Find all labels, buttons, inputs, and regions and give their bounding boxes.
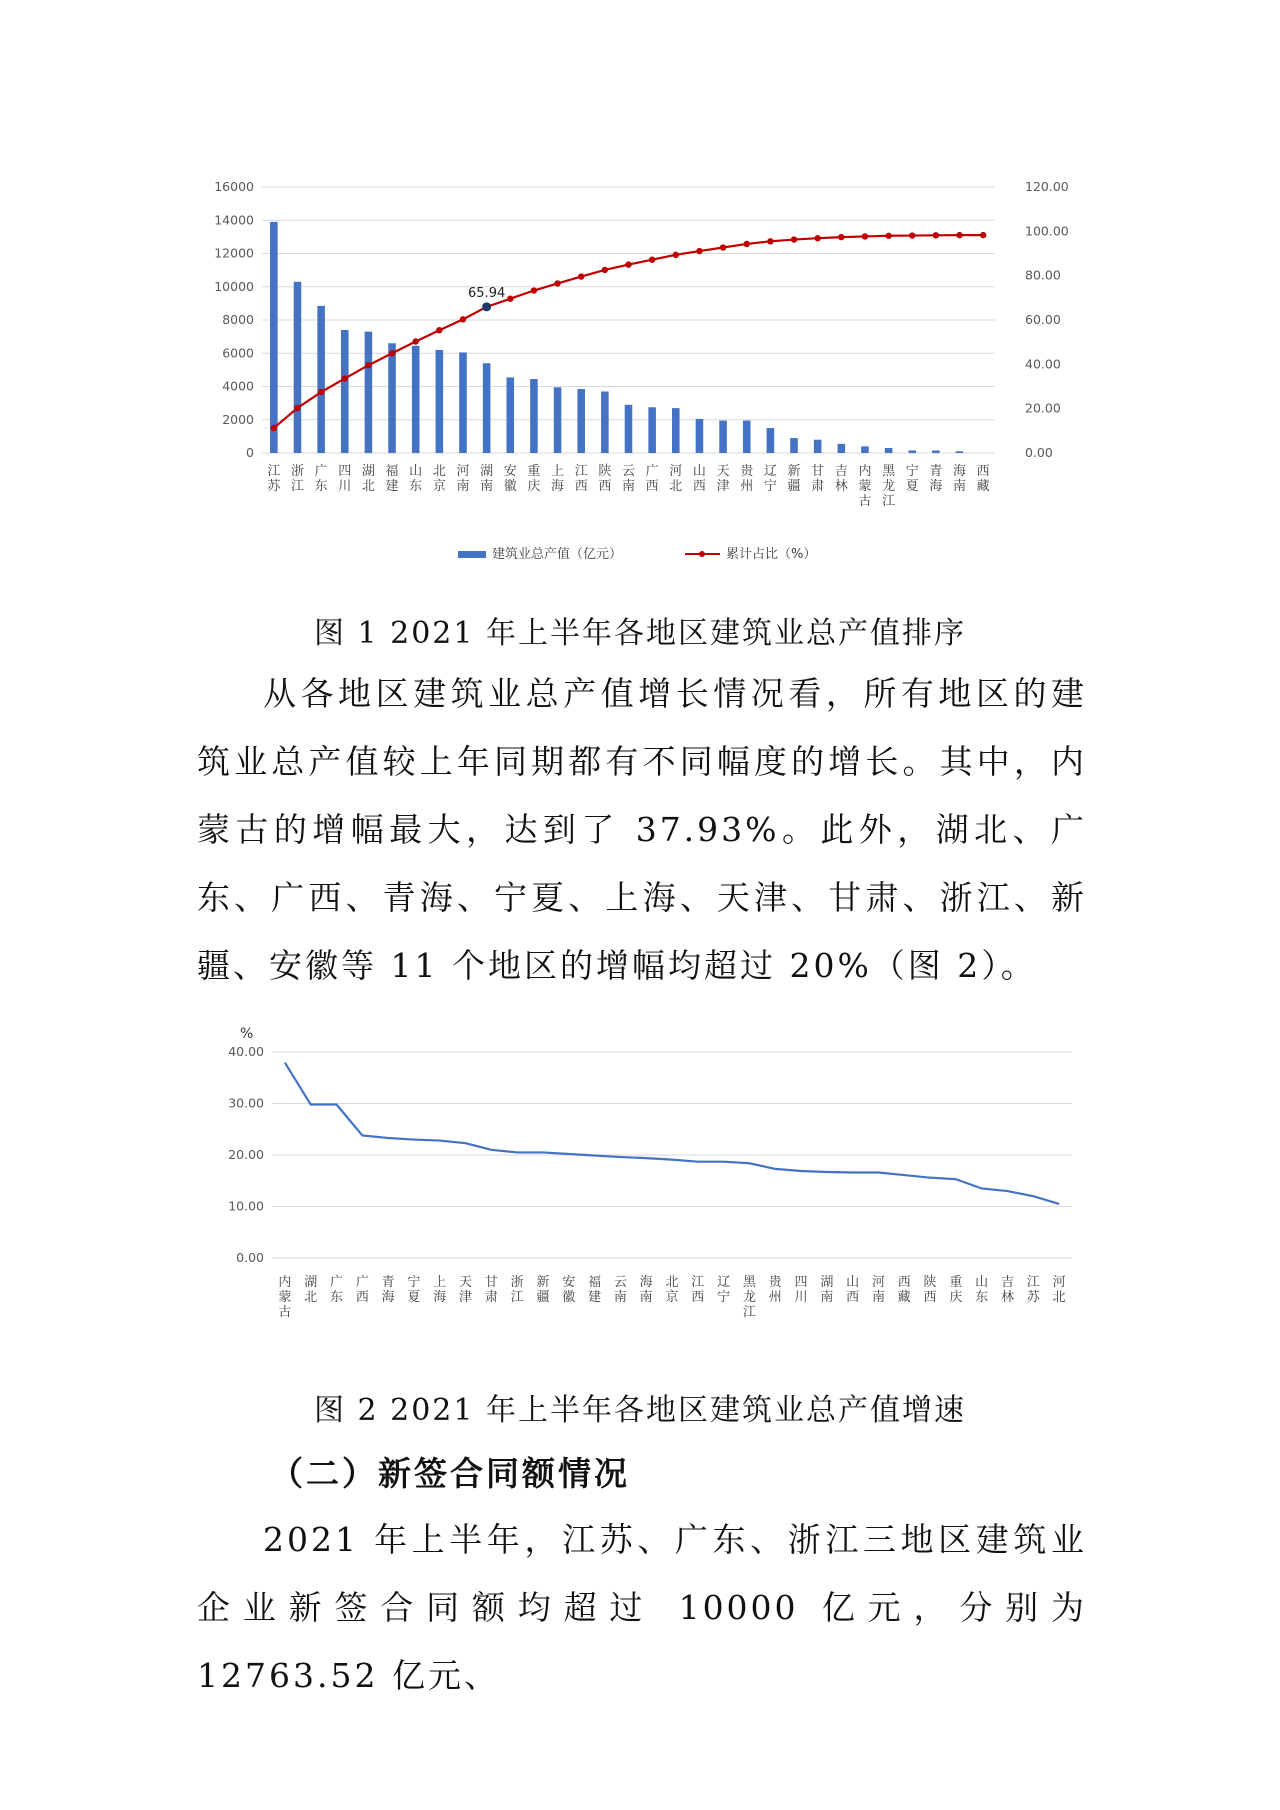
cumulative-point	[436, 327, 442, 333]
x-tick-label: 贵	[768, 1275, 782, 1290]
x-tick-label: 西	[574, 479, 588, 494]
legend-swatch-bar	[458, 551, 486, 558]
x-tick-label: 江	[882, 494, 896, 509]
x-tick-label: 西	[691, 1290, 705, 1305]
x-tick-label: 东	[975, 1290, 989, 1305]
cumulative-point	[318, 389, 324, 395]
x-tick-label: 建	[588, 1290, 602, 1305]
x-tick-label: 河	[1052, 1275, 1066, 1290]
x-tick-label: 西	[355, 1290, 369, 1305]
growth-line	[285, 1063, 1059, 1204]
x-tick-label: 东	[314, 479, 328, 494]
cumulative-point	[696, 248, 702, 254]
x-tick-label: 肃	[484, 1290, 498, 1305]
x-tick-label: 川	[338, 479, 352, 494]
y-tick-label: 0	[246, 445, 254, 460]
y-tick-label: 2000	[222, 411, 254, 427]
x-tick-label: 南	[871, 1290, 885, 1305]
x-tick-label: 蒙	[858, 479, 872, 494]
x-tick-label: 陕	[598, 464, 612, 479]
x-tick-label: 贵	[740, 464, 754, 479]
y-tick-label: 16000	[214, 179, 254, 194]
x-tick-label: 江	[510, 1290, 524, 1305]
y-tick-label: 40.00	[228, 1044, 264, 1059]
x-tick-label: 福	[385, 464, 399, 479]
bar	[601, 391, 609, 453]
y-tick-label: 12000	[214, 245, 254, 261]
cumulative-point	[720, 244, 726, 250]
cumulative-point	[885, 233, 891, 239]
cumulative-point	[862, 233, 868, 239]
cumulative-point	[791, 236, 797, 242]
x-tick-label: 浙	[290, 464, 304, 479]
pareto-chart	[200, 165, 1080, 585]
y-tick-label: 10000	[214, 278, 254, 294]
x-tick-label: 宁	[717, 1290, 731, 1305]
x-tick-label: 徽	[503, 479, 517, 494]
cumulative-point	[673, 252, 679, 258]
x-tick-label: 广	[330, 1275, 344, 1290]
y-tick-label: 8000	[222, 312, 254, 327]
x-tick-label: 辽	[763, 464, 777, 479]
x-tick-label: 吉	[834, 464, 848, 479]
cumulative-point	[554, 280, 560, 286]
x-tick-label: 西	[598, 479, 612, 494]
x-tick-label: 青	[381, 1275, 395, 1290]
bar	[908, 451, 916, 453]
bar	[412, 346, 420, 453]
y2-tick-label: 100.00	[1025, 223, 1069, 239]
x-tick-label: 疆	[787, 479, 801, 494]
x-tick-label: 南	[456, 479, 470, 494]
y2-tick-label: 120.00	[1025, 179, 1069, 194]
x-tick-label: 天	[459, 1275, 473, 1290]
x-tick-label: 北	[669, 479, 683, 494]
paragraph-growth: 从各地区建筑业总产值增长情况看，所有地区的建筑业总产值较上年同期都有不同幅度的增长。其中，内蒙古的增幅最大，达到了 37.93%。此外，湖北、广东、广西、青海、宁夏、上海、天津、甘肃、浙江、新疆、安徽等 11 个地区的增幅均超过 20%（图 2）。	[197, 674, 1087, 985]
bar	[861, 446, 869, 453]
cumulative-point	[767, 238, 773, 244]
cumulative-point	[460, 316, 466, 322]
bar	[483, 363, 491, 453]
x-tick-label: 川	[794, 1290, 808, 1305]
x-tick-label: 辽	[717, 1275, 731, 1290]
cumulative-point	[933, 232, 939, 238]
legend-label: 建筑业总产值（亿元）	[492, 547, 623, 562]
y-tick-label: 6000	[222, 345, 254, 361]
x-tick-label: 林	[1000, 1290, 1014, 1305]
figure-1-caption: 图 1 2021 年上半年各地区建筑业总产值排序	[313, 616, 967, 651]
bar	[790, 438, 798, 453]
cumulative-point	[649, 257, 655, 263]
x-tick-label: 南	[820, 1290, 834, 1305]
bar	[767, 428, 775, 453]
cumulative-point	[956, 232, 962, 238]
x-tick-label: 新	[536, 1275, 550, 1290]
x-tick-label: 蒙	[278, 1290, 292, 1305]
bar	[885, 448, 893, 453]
x-tick-label: 藏	[976, 479, 990, 494]
x-tick-label: 安	[562, 1275, 576, 1290]
x-tick-label: 湖	[361, 464, 375, 479]
x-tick-label: 天	[716, 464, 730, 479]
x-tick-label: 湖	[480, 464, 494, 479]
x-tick-label: 陕	[923, 1275, 937, 1290]
x-tick-label: 宁	[763, 479, 777, 494]
x-tick-label: 湖	[304, 1275, 318, 1290]
x-tick-label: 青	[929, 464, 943, 479]
x-tick-label: 西	[692, 479, 706, 494]
x-tick-label: 江	[290, 479, 304, 494]
x-tick-label: 夏	[905, 479, 919, 494]
paragraph-contracts: 2021 年上半年，江苏、广东、浙江三地区建筑业企业新签合同额均超过 10000 亿元，分别为 12763.52 亿元、	[197, 1520, 1087, 1695]
y-tick-label: 14000	[214, 212, 254, 228]
growth-line-chart	[200, 1020, 1080, 1350]
x-tick-label: 海	[639, 1275, 653, 1290]
x-tick-label: 西	[976, 464, 990, 479]
x-tick-label: 宁	[905, 464, 919, 479]
x-tick-label: 州	[768, 1290, 782, 1305]
x-tick-label: 龙	[882, 479, 896, 494]
x-tick-label: 龙	[742, 1290, 756, 1305]
x-tick-label: 西	[645, 479, 659, 494]
x-tick-label: 四	[794, 1275, 808, 1290]
bar	[625, 405, 633, 453]
bar	[672, 408, 680, 453]
x-tick-label: 东	[330, 1290, 344, 1305]
x-tick-label: 庆	[949, 1290, 963, 1305]
x-tick-label: 苏	[1026, 1290, 1040, 1305]
cumulative-point	[342, 375, 348, 381]
x-tick-label: 津	[716, 479, 730, 494]
x-tick-label: 北	[665, 1275, 679, 1290]
y-tick-label: 4000	[222, 378, 254, 394]
cumulative-point	[980, 232, 986, 238]
x-tick-label: 京	[432, 479, 446, 494]
bar	[294, 282, 302, 453]
y-tick-label: 0.00	[236, 1250, 264, 1265]
x-tick-label: 州	[740, 479, 754, 494]
cumulative-point	[838, 234, 844, 240]
x-tick-label: 苏	[267, 479, 281, 494]
y2-tick-label: 0.00	[1025, 445, 1053, 460]
cumulative-point	[744, 241, 750, 247]
x-tick-label: 南	[480, 479, 494, 494]
x-tick-label: 上	[551, 464, 565, 479]
y2-tick-label: 60.00	[1025, 312, 1061, 327]
x-tick-label: 山	[409, 464, 423, 479]
x-tick-label: 云	[621, 464, 636, 479]
x-tick-label: 重	[527, 464, 541, 479]
y2-tick-label: 80.00	[1025, 267, 1061, 283]
x-tick-label: 西	[923, 1290, 937, 1305]
bar	[743, 421, 751, 453]
bar	[648, 407, 656, 453]
x-tick-label: 河	[669, 464, 683, 479]
x-tick-label: 河	[456, 464, 470, 479]
cumulative-point	[294, 405, 300, 411]
x-tick-label: 北	[304, 1290, 318, 1305]
x-tick-label: 河	[871, 1275, 885, 1290]
bar	[459, 352, 467, 453]
x-tick-label: 建	[385, 479, 399, 494]
x-tick-label: 徽	[562, 1290, 576, 1305]
x-tick-label: 浙	[510, 1275, 524, 1290]
figure-2-caption: 图 2 2021 年上半年各地区建筑业总产值增速	[313, 1393, 967, 1428]
x-tick-label: 京	[665, 1290, 679, 1305]
cumulative-point	[531, 287, 537, 293]
y2-tick-label: 40.00	[1025, 356, 1061, 372]
x-tick-label: 广	[355, 1275, 369, 1290]
x-tick-label: 南	[613, 1290, 627, 1305]
x-tick-label: 海	[551, 479, 565, 494]
x-tick-label: 内	[278, 1275, 292, 1290]
y-tick-label: 30.00	[228, 1095, 264, 1111]
x-tick-label: 甘	[811, 464, 825, 479]
x-tick-label: 南	[621, 479, 636, 494]
x-tick-label: 内	[858, 464, 872, 479]
x-tick-label: 湖	[820, 1275, 834, 1290]
x-tick-label: 黑	[742, 1275, 756, 1290]
x-tick-label: 林	[834, 479, 848, 494]
y2-tick-label: 20.00	[1025, 400, 1061, 416]
x-tick-label: 山	[692, 464, 706, 479]
x-tick-label: 疆	[536, 1290, 550, 1305]
x-tick-label: 海	[433, 1290, 447, 1305]
x-tick-label: 重	[949, 1275, 963, 1290]
bar	[341, 330, 349, 453]
x-tick-label: 北	[432, 464, 446, 479]
bar	[696, 419, 704, 453]
bar	[932, 451, 940, 453]
bar	[554, 387, 562, 453]
data-label: 65.94	[468, 285, 506, 301]
x-tick-label: 海	[953, 464, 967, 479]
bar	[365, 332, 373, 453]
bar	[956, 451, 964, 453]
cumulative-point	[271, 425, 277, 431]
x-tick-label: 藏	[897, 1290, 911, 1305]
bar	[317, 306, 325, 453]
x-tick-label: 北	[361, 479, 375, 494]
x-tick-label: 山	[846, 1275, 860, 1290]
x-tick-label: 江	[691, 1275, 705, 1290]
y-tick-label: 10.00	[228, 1198, 264, 1214]
cumulative-point	[814, 235, 820, 241]
bar	[506, 377, 514, 453]
x-tick-label: 古	[858, 494, 872, 509]
bar	[530, 379, 538, 453]
x-tick-label: 黑	[882, 464, 896, 479]
x-tick-label: 海	[381, 1290, 395, 1305]
bar	[719, 421, 727, 453]
legend-label: 累计占比（%）	[726, 547, 817, 562]
cumulative-point	[389, 350, 395, 356]
bar	[436, 350, 444, 453]
legend-marker	[699, 551, 705, 557]
x-tick-label: 江	[267, 464, 281, 479]
bar	[388, 343, 396, 453]
bar	[814, 440, 822, 453]
x-tick-label: 西	[846, 1290, 860, 1305]
cumulative-point	[365, 362, 371, 368]
y-axis-unit: %	[240, 1026, 254, 1042]
x-tick-label: 江	[574, 464, 588, 479]
cumulative-point	[507, 296, 513, 302]
x-tick-label: 古	[278, 1305, 292, 1320]
x-tick-label: 广	[314, 464, 328, 479]
x-tick-label: 庆	[527, 479, 541, 494]
x-tick-label: 江	[742, 1305, 756, 1320]
bar	[577, 389, 585, 453]
cumulative-point	[578, 273, 584, 279]
x-tick-label: 南	[639, 1290, 653, 1305]
x-tick-label: 江	[1026, 1275, 1040, 1290]
x-tick-label: 津	[459, 1290, 473, 1305]
x-tick-label: 北	[1052, 1290, 1066, 1305]
cumulative-point	[909, 232, 915, 238]
cumulative-point	[602, 267, 608, 273]
x-tick-label: 宁	[407, 1275, 421, 1290]
bar	[838, 444, 846, 453]
x-tick-label: 海	[929, 479, 943, 494]
x-tick-label: 山	[975, 1275, 989, 1290]
x-tick-label: 吉	[1000, 1275, 1014, 1290]
x-tick-label: 夏	[407, 1290, 421, 1305]
x-tick-label: 西	[897, 1275, 911, 1290]
x-tick-label: 南	[953, 479, 967, 494]
cumulative-point	[625, 261, 631, 267]
cumulative-point	[482, 302, 491, 311]
x-tick-label: 四	[338, 464, 352, 479]
x-tick-label: 东	[409, 479, 423, 494]
x-tick-label: 新	[787, 464, 801, 479]
section-heading: （二）新签合同额情况	[270, 1454, 630, 1493]
x-tick-label: 广	[645, 464, 659, 479]
bar	[270, 222, 278, 453]
y-tick-label: 20.00	[228, 1147, 264, 1162]
x-tick-label: 上	[433, 1275, 447, 1290]
x-tick-label: 肃	[811, 479, 825, 494]
x-tick-label: 甘	[484, 1275, 498, 1290]
x-tick-label: 福	[588, 1275, 602, 1290]
cumulative-point	[412, 338, 418, 344]
x-tick-label: 云	[613, 1275, 627, 1290]
x-tick-label: 安	[503, 464, 517, 479]
